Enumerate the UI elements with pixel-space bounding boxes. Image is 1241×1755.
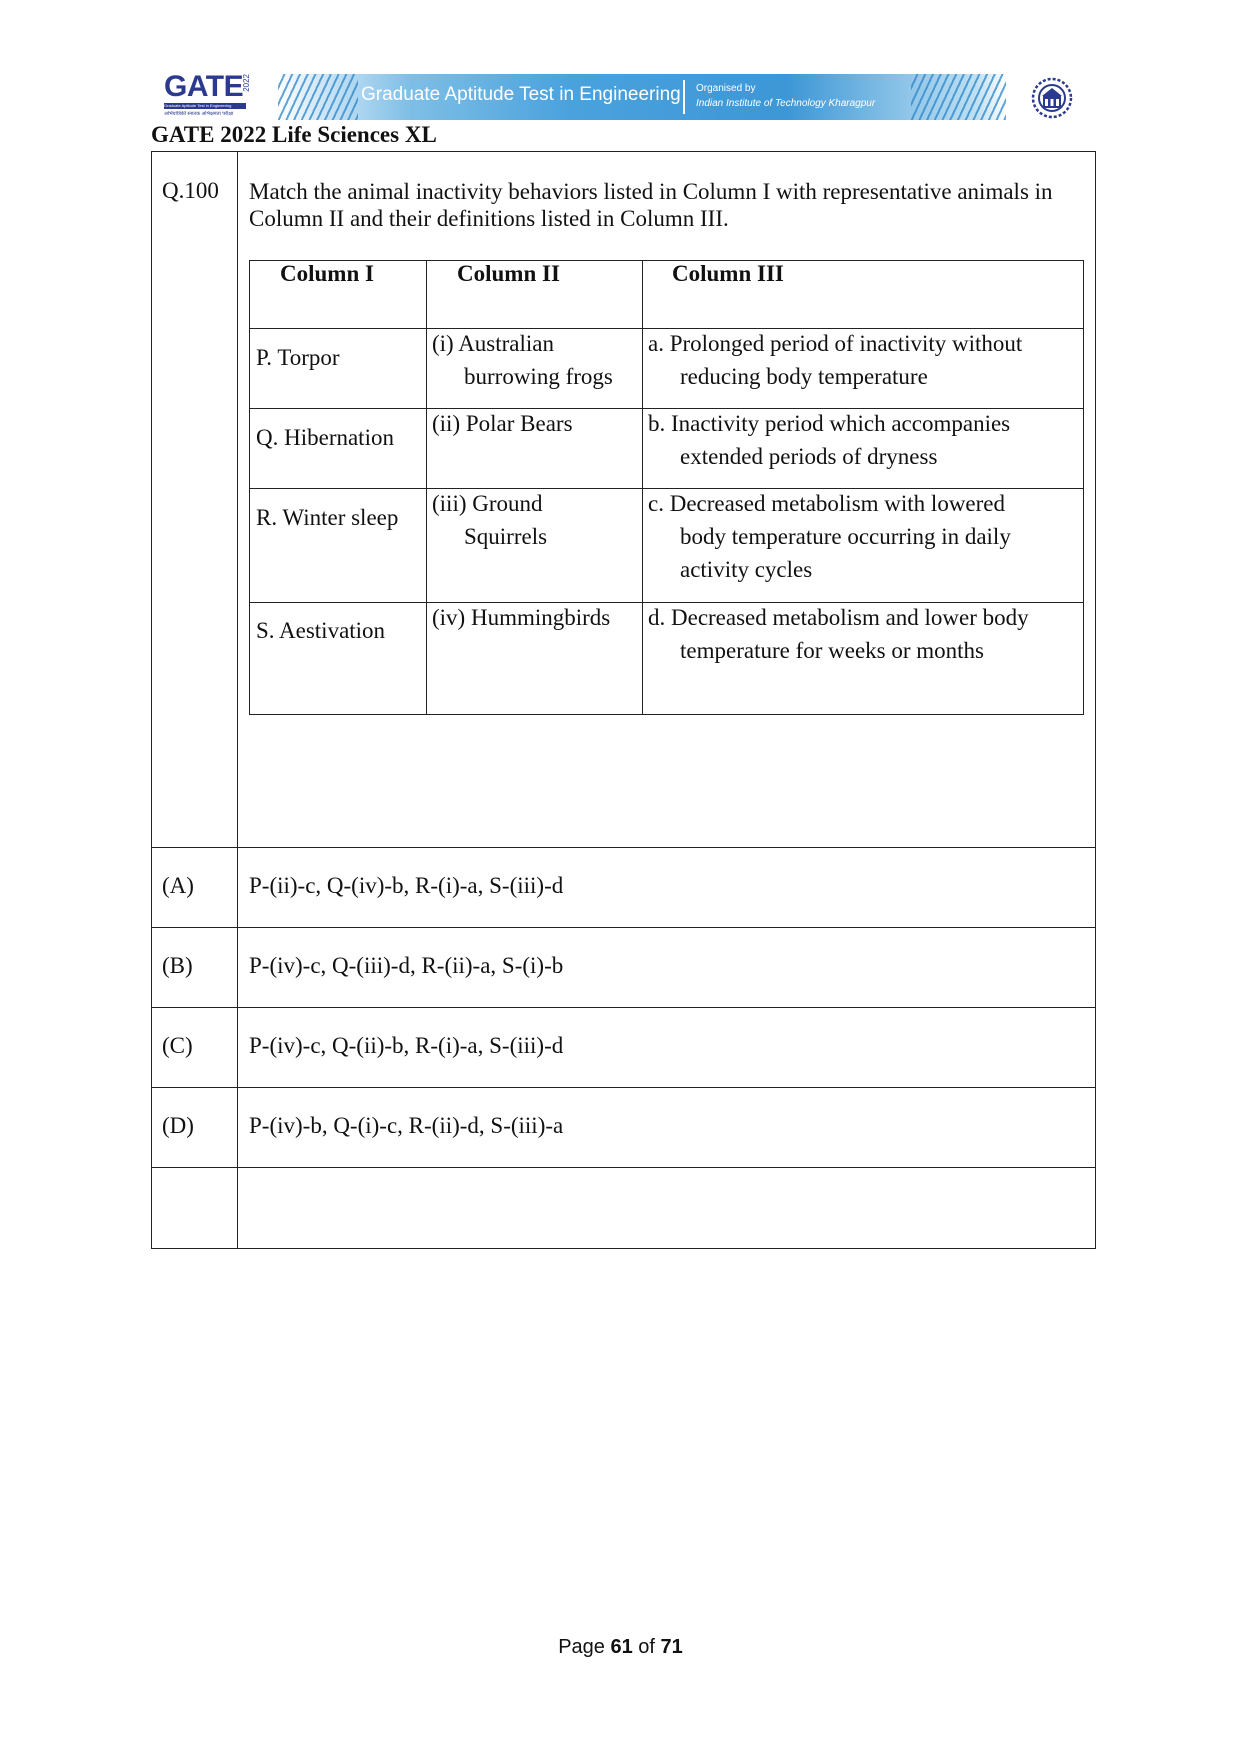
gate-logo xyxy=(160,72,255,122)
column2-cell: (ii) Polar Bears xyxy=(432,411,573,436)
row-divider xyxy=(152,1007,1095,1008)
column1-cell: S. Aestivation xyxy=(256,618,386,643)
question-table xyxy=(151,151,1096,1249)
column-header: Column II xyxy=(457,261,560,286)
match-table xyxy=(249,260,1084,715)
option-c-label: (C) xyxy=(162,1033,193,1058)
column3-cell: activity cycles xyxy=(680,557,813,582)
organised-by-label: Organised by xyxy=(696,83,756,94)
header-banner xyxy=(278,74,1006,120)
logo-tagline: Graduate Aptitude Test in Engineering xyxy=(164,103,246,109)
option-a-text: P-(ii)-c, Q-(iv)-b, R-(i)-a, S-(iii)-d xyxy=(249,873,564,898)
option-d-text: P-(iv)-b, Q-(i)-c, R-(ii)-d, S-(iii)-a xyxy=(249,1113,564,1138)
banner-stripes-left xyxy=(278,74,358,120)
column-header: Column I xyxy=(280,261,374,286)
option-d-label: (D) xyxy=(162,1113,194,1138)
column1-cell: P. Torpor xyxy=(256,345,340,370)
option-b-text: P-(iv)-c, Q-(iii)-d, R-(ii)-a, S-(i)-b xyxy=(249,953,564,978)
column3-cell: temperature for weeks or months xyxy=(680,638,985,663)
question-number: Q.100 xyxy=(162,178,219,203)
column3-cell: extended periods of dryness xyxy=(680,444,938,469)
column2-cell: (i) Australian xyxy=(432,331,554,356)
iit-emblem-icon xyxy=(1030,76,1074,120)
subject-title: GATE 2022 Life Sciences XL xyxy=(151,122,437,147)
option-c-text: P-(iv)-c, Q-(ii)-b, R-(i)-a, S-(iii)-d xyxy=(249,1033,564,1058)
organiser-name: Indian Institute of Technology Kharagpur xyxy=(696,98,876,109)
column3-cell: c. Decreased metabolism with lowered xyxy=(648,491,1006,516)
question-text: Match the animal inactivity behaviors listed in Column I with representative animals in Column II and their definitions listed in Column III. xyxy=(249,179,1053,231)
footer-of-label: of xyxy=(638,1636,655,1658)
logo-text: GATE xyxy=(164,70,244,103)
column2-cell: (iv) Hummingbirds xyxy=(432,605,611,630)
column3-cell: reducing body temperature xyxy=(680,364,928,389)
column1-cell: R. Winter sleep xyxy=(256,505,399,530)
column-divider xyxy=(237,152,238,1248)
column3-cell: a. Prolonged period of inactivity without xyxy=(648,331,1023,356)
column3-cell: body temperature occurring in daily xyxy=(680,524,1011,549)
column2-cell: Squirrels xyxy=(464,524,548,549)
banner-title: Graduate Aptitude Test in Engineering xyxy=(361,84,681,105)
page-footer xyxy=(0,1636,1241,1659)
row-divider xyxy=(152,847,1095,848)
column3-cell: d. Decreased metabolism and lower body xyxy=(648,605,1029,630)
banner-divider xyxy=(683,80,685,114)
column2-cell: (iii) Ground xyxy=(432,491,543,516)
column2-cell: burrowing frogs xyxy=(464,364,613,389)
column1-cell: Q. Hibernation xyxy=(256,425,394,450)
row-divider xyxy=(152,1087,1095,1088)
option-b-label: (B) xyxy=(162,953,193,978)
banner-stripes-right xyxy=(911,74,1006,120)
row-divider xyxy=(152,927,1095,928)
footer-total-pages: 71 xyxy=(660,1636,683,1658)
column3-cell: b. Inactivity period which accompanies xyxy=(648,411,1011,436)
column-header: Column III xyxy=(672,261,784,286)
logo-hindi-tagline: अभियांत्रिकी स्नातक अभिक्षमता परीक्षा xyxy=(164,111,234,117)
footer-page-number: 61 xyxy=(610,1636,633,1658)
page-header xyxy=(160,72,1080,122)
footer-page-label: Page xyxy=(558,1636,605,1658)
logo-year: 2022 xyxy=(242,74,251,92)
option-a-label: (A) xyxy=(162,873,194,898)
row-divider xyxy=(152,1167,1095,1168)
